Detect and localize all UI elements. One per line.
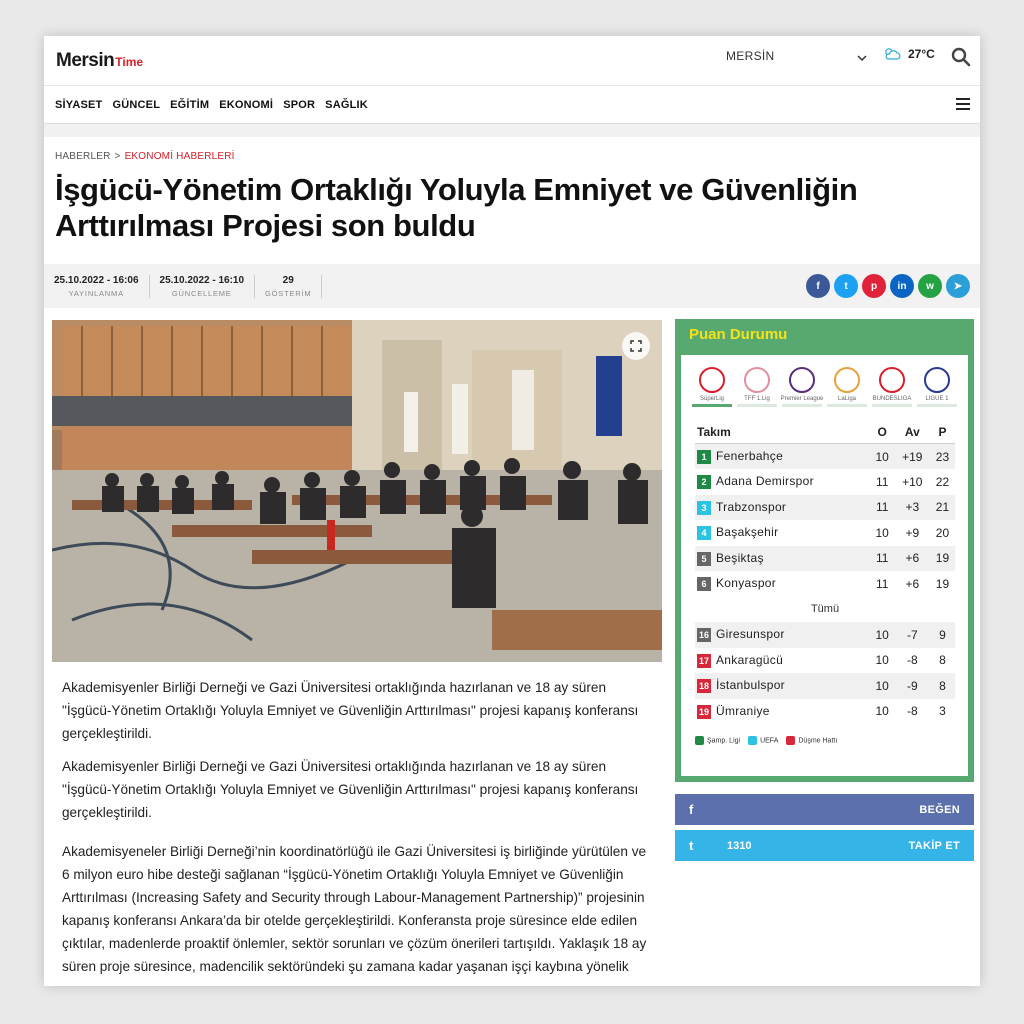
published-date (44, 275, 150, 298)
stat-p: 21 (930, 495, 955, 521)
stat-p: 9 (930, 622, 955, 648)
col-played: O (870, 421, 895, 444)
stat-p: 22 (935, 474, 950, 489)
league-name: Premier League (780, 396, 824, 402)
stat-o: 10 (875, 525, 889, 540)
league-tab-indicator (827, 404, 867, 407)
standings-row (695, 648, 955, 674)
team-name: Adana Demirspor (716, 474, 814, 489)
twitter-icon: t (689, 838, 694, 853)
twitter-follow-label: TAKİP ET (908, 839, 960, 852)
team-cell (695, 571, 870, 597)
standings-row (695, 444, 955, 470)
rank-badge: 2 (697, 475, 711, 489)
stat-p: 20 (935, 525, 950, 540)
facebook-icon[interactable]: f (806, 274, 830, 298)
team-name: Trabzonspor (716, 499, 787, 514)
team-cell (695, 495, 870, 521)
share-buttons (806, 274, 970, 298)
stat-av: +9 (905, 525, 920, 540)
team-name: Ankaragücü (716, 652, 784, 667)
stat-av: -9 (895, 673, 930, 699)
league-name: SüperLig (699, 396, 725, 402)
league-name: BUNDESLIGA (872, 396, 912, 402)
article-main (52, 320, 662, 986)
nav-item-saglik[interactable]: SAĞLIK (325, 98, 368, 111)
stat-o: 10 (870, 622, 895, 648)
partly-cloudy-icon (882, 46, 902, 62)
standings-widget (675, 319, 974, 782)
standings-table (695, 421, 955, 724)
stat-av: -8 (906, 704, 918, 719)
rank-badge: 6 (697, 577, 711, 591)
breadcrumb-separator: > (114, 151, 121, 162)
standings-row (695, 495, 955, 521)
stat-o: 10 (875, 653, 889, 668)
legend-swatch (786, 736, 795, 745)
rank-badge: 3 (697, 501, 711, 515)
stat-o: 11 (870, 546, 895, 572)
views-label: GÖSTERİM (265, 288, 312, 298)
league-tab[interactable] (916, 363, 958, 407)
stat-p: 19 (935, 576, 950, 591)
nav-item-guncel[interactable]: GÜNCEL (112, 98, 161, 111)
twitter-follower-count: 1310 (727, 839, 752, 852)
league-logo-icon (879, 367, 905, 393)
league-tabs (681, 355, 968, 407)
league-tab-indicator (872, 404, 912, 407)
legend-item (695, 736, 740, 745)
article-paragraph: Akademisyenler Birliği Derneği ve Gazi Üniversitesi ortaklığında hazırlanan ve 18 ay süren "İşgücü-Yönetim Ortaklığı Yoluyla Emniyet ve Güvenliğin Arttırılması" projesi kapanış konferansı gerçekleştirildi. (62, 759, 639, 820)
team-cell (695, 469, 870, 495)
legend-label: UEFA (760, 737, 779, 745)
rank-badge: 19 (698, 706, 709, 717)
league-name: TFF 1.Lig (744, 396, 770, 402)
rank-badge: 1 (697, 450, 711, 464)
stat-av: +19 (895, 444, 930, 470)
legend-swatch (748, 736, 757, 745)
stat-p: 19 (930, 546, 955, 572)
col-average: Av (895, 421, 930, 444)
article-meta-bar (44, 264, 980, 308)
article-paragraph: Akademisyenler Birliği Derneği ve Gazi Üniversitesi ortaklığında hazırlanan ve 18 ay süren "İşgücü-Yönetim Ortaklığı Yoluyla Emniyet ve Güvenliğin Arttırılması" projesi kapanış konferansı gerçekleştirildi. (62, 680, 639, 741)
expand-icon[interactable] (622, 332, 650, 360)
twitter-follow-bar[interactable] (675, 830, 974, 861)
stat-o: 11 (875, 576, 889, 591)
nav-item-ekonomi[interactable]: EKONOMİ (219, 98, 274, 111)
team-cell (695, 673, 870, 699)
team-cell (695, 444, 870, 470)
temperature-value: 27°C (908, 47, 935, 61)
team-cell (695, 520, 870, 546)
stat-o: 11 (870, 495, 895, 521)
team-name: Beşiktaş (716, 550, 764, 565)
main-nav (44, 86, 980, 124)
league-tab-indicator (782, 404, 822, 407)
team-name: Başakşehir (716, 525, 779, 540)
chevron-down-icon[interactable] (856, 52, 868, 64)
stat-o: 10 (870, 673, 895, 699)
standings-title: Puan Durumu (681, 325, 968, 355)
nav-item-spor[interactable]: SPOR (283, 98, 316, 111)
stat-p: 8 (939, 653, 946, 668)
standings-row (695, 622, 955, 648)
team-cell (695, 622, 870, 648)
team-cell (695, 648, 870, 674)
league-tab[interactable] (736, 363, 778, 407)
league-name: LIGUE 1 (925, 396, 949, 402)
team-cell (695, 699, 870, 725)
league-logo-icon (924, 367, 950, 393)
rank-badge: 4 (697, 526, 711, 540)
updated-date (150, 275, 256, 298)
standings-row (695, 673, 955, 699)
standings-row (695, 520, 955, 546)
stat-o: 10 (875, 704, 889, 719)
pinterest-icon[interactable]: p (862, 274, 886, 298)
team-name: Ümraniye (716, 703, 770, 718)
stat-av: +6 (905, 576, 920, 591)
league-logo-icon (699, 367, 725, 393)
rank-badge: 17 (698, 655, 709, 666)
stat-p: 23 (930, 444, 955, 470)
facebook-like-label: BEĞEN (919, 803, 960, 816)
logo-main-text: Mersin (56, 49, 115, 71)
updated-value: 25.10.2022 - 16:10 (159, 274, 245, 286)
team-cell (695, 546, 870, 572)
telegram-icon[interactable]: ➤ (946, 274, 970, 298)
league-tab[interactable] (871, 363, 913, 407)
facebook-icon: f (689, 802, 694, 817)
article-title: İşgücü-Yönetim Ortaklığı Yoluyla Emniyet ve Güvenliğin Arttırılması Projesi son buldu (55, 172, 858, 243)
article-photo[interactable] (52, 320, 662, 662)
league-tab[interactable] (826, 363, 868, 407)
nav-item-siyaset[interactable]: SİYASET (55, 98, 103, 111)
site-logo[interactable] (56, 50, 143, 72)
legend-label: Düşme Hattı (798, 737, 838, 745)
stat-o: 11 (875, 474, 889, 489)
standings-row (695, 571, 955, 597)
legend-label: Şamp. Ligi (707, 737, 741, 745)
rank-badge: 5 (697, 552, 711, 566)
published-label: YAYINLANMA (68, 288, 124, 298)
page-frame (44, 36, 980, 986)
standings-row (695, 469, 955, 495)
breadcrumb-home[interactable]: HABERLER (55, 151, 111, 162)
league-logo-icon (789, 367, 815, 393)
article-paragraph: Akademisyeneler Birliği Derneği’nin koordinatörlüğü ile Gazi Üniversitesi iş birliğinde yürütülen ve 6 milyon euro hibe desteği sağlanan “İşgücü-Yönetim Ortaklığı Yoluyla Emniyet ve Güvenliğin Arttırılması (Increasing Safety and Security through Labour-Management Partnership)” projesinin kapanış konferansı Ankara’da bir otelde gerçekleştirildi. Konferansta proje süresince elde edilen çıktılar, madenlerde proaktif önlemler, sektör sorunları ve çözüm önerileri tartışıldı. Yaklaşık 18 ay süren proje süresince, madencilik sektöründeki şu zamana kadar yaşanan işçi kaybına yönelik (62, 844, 647, 974)
logo-accent-text: Time (115, 54, 144, 69)
stat-av: -8 (906, 653, 918, 668)
article-body (52, 662, 662, 978)
breadcrumb (44, 137, 980, 162)
top-header (44, 36, 980, 86)
linkedin-icon[interactable]: in (890, 274, 914, 298)
stat-av: -7 (895, 622, 930, 648)
rank-badge: 16 (698, 630, 709, 641)
league-tab-indicator (692, 404, 732, 407)
stat-av: +3 (895, 495, 930, 521)
team-name: Giresunspor (716, 627, 785, 642)
conference-photo-illustration (52, 320, 662, 662)
city-selector[interactable]: MERSİN (726, 49, 775, 63)
league-tab[interactable] (691, 363, 733, 407)
team-name: Konyaspor (716, 576, 777, 591)
col-points: P (930, 421, 955, 444)
weather-widget (882, 46, 935, 62)
hamburger-menu-icon[interactable] (956, 98, 970, 110)
nav-item-egitim[interactable]: EĞİTİM (170, 98, 210, 111)
updated-label: GÜNCELLEME (171, 288, 232, 298)
standings-row (695, 546, 955, 572)
stat-p: 8 (930, 673, 955, 699)
legend-item (786, 736, 837, 745)
stat-p: 3 (939, 704, 946, 719)
col-team: Takım (695, 421, 870, 444)
league-tab-indicator (917, 404, 957, 407)
views-value: 29 (282, 274, 294, 286)
show-all-link[interactable]: Tümü (810, 603, 840, 616)
stat-av: +6 (895, 546, 930, 572)
search-icon[interactable] (950, 46, 972, 68)
section-divider (44, 124, 980, 137)
team-name: İstanbulspor (716, 678, 785, 693)
stat-o: 10 (870, 444, 895, 470)
legend-swatch (695, 736, 704, 745)
league-logo-icon (744, 367, 770, 393)
team-name: Fenerbahçe (716, 449, 784, 464)
standings-row (695, 699, 955, 725)
stat-av: +10 (902, 474, 923, 489)
twitter-icon[interactable]: t (834, 274, 858, 298)
facebook-like-bar[interactable] (675, 794, 974, 825)
view-count (255, 275, 322, 298)
league-name: LaLiga (837, 396, 857, 402)
legend-item (748, 736, 778, 745)
league-tab[interactable] (781, 363, 823, 407)
rank-badge: 18 (698, 681, 709, 692)
published-value: 25.10.2022 - 16:06 (54, 274, 139, 286)
league-logo-icon (834, 367, 860, 393)
show-all-row[interactable] (695, 597, 955, 623)
league-tab-indicator (737, 404, 777, 407)
standings-rows (695, 444, 955, 725)
breadcrumb-category[interactable]: EKONOMİ HABERLERİ (124, 151, 235, 162)
standings-legend (695, 736, 968, 745)
whatsapp-icon[interactable]: w (918, 274, 942, 298)
